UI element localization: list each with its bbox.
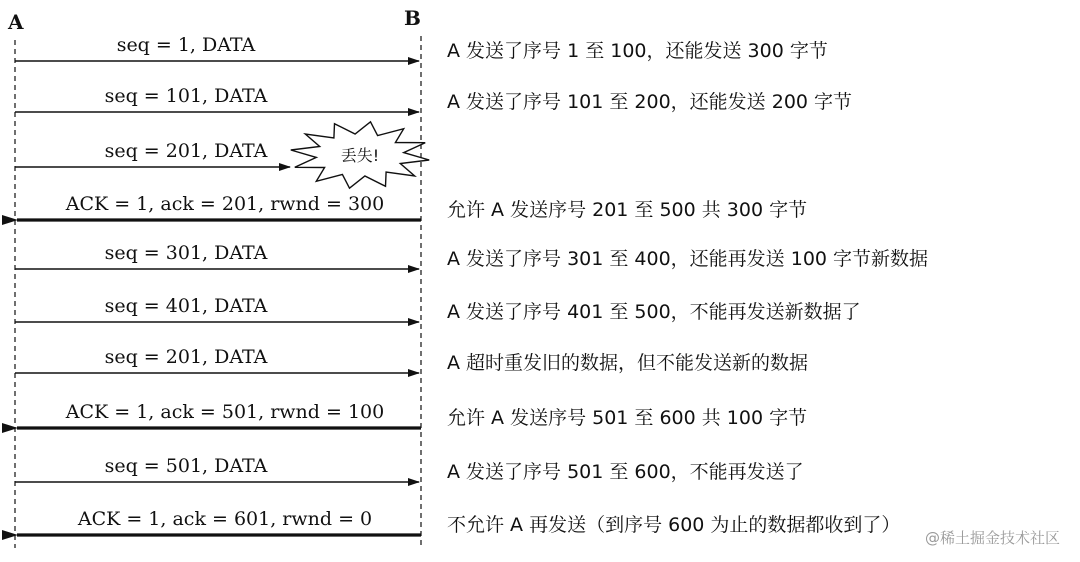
seq-label: seq = 201, DATA xyxy=(104,140,268,162)
row-description: 允许 A 发送序号 501 至 600 共 100 字节 xyxy=(447,407,808,429)
seq-label: seq = 1, DATA xyxy=(116,34,256,56)
node-a-label: A xyxy=(8,10,24,34)
seq-label: seq = 401, DATA xyxy=(104,295,268,317)
lost-label: 丢失! xyxy=(340,146,380,165)
ack-label: ACK = 1, ack = 201, rwnd = 300 xyxy=(65,193,385,215)
seq-label: seq = 301, DATA xyxy=(104,242,268,264)
node-b-label: B xyxy=(404,6,421,30)
row-description: A 发送了序号 401 至 500，不能再发送新数据了 xyxy=(447,301,861,323)
seq-label: seq = 101, DATA xyxy=(104,85,268,107)
row-description: A 超时重发旧的数据，但不能发送新的数据 xyxy=(447,352,809,374)
ack-label: ACK = 1, ack = 601, rwnd = 0 xyxy=(77,508,373,530)
row-description: A 发送了序号 301 至 400，还能再发送 100 字节新数据 xyxy=(447,248,929,270)
ack-label: ACK = 1, ack = 501, rwnd = 100 xyxy=(65,401,385,423)
seq-label: seq = 501, DATA xyxy=(104,455,268,477)
lost-burst xyxy=(291,122,429,188)
seq-label: seq = 201, DATA xyxy=(104,346,268,368)
watermark: @稀土掘金技术社区 xyxy=(925,529,1061,547)
row-description: A 发送了序号 1 至 100，还能发送 300 字节 xyxy=(447,40,828,62)
row-description: A 发送了序号 501 至 600，不能再发送了 xyxy=(447,461,804,483)
row-description: A 发送了序号 101 至 200，还能发送 200 字节 xyxy=(447,91,853,113)
row-description: 不允许 A 再发送（到序号 600 为止的数据都收到了） xyxy=(447,514,901,536)
message-rows xyxy=(15,34,928,536)
row-description: 允许 A 发送序号 201 至 500 共 300 字节 xyxy=(447,199,808,221)
